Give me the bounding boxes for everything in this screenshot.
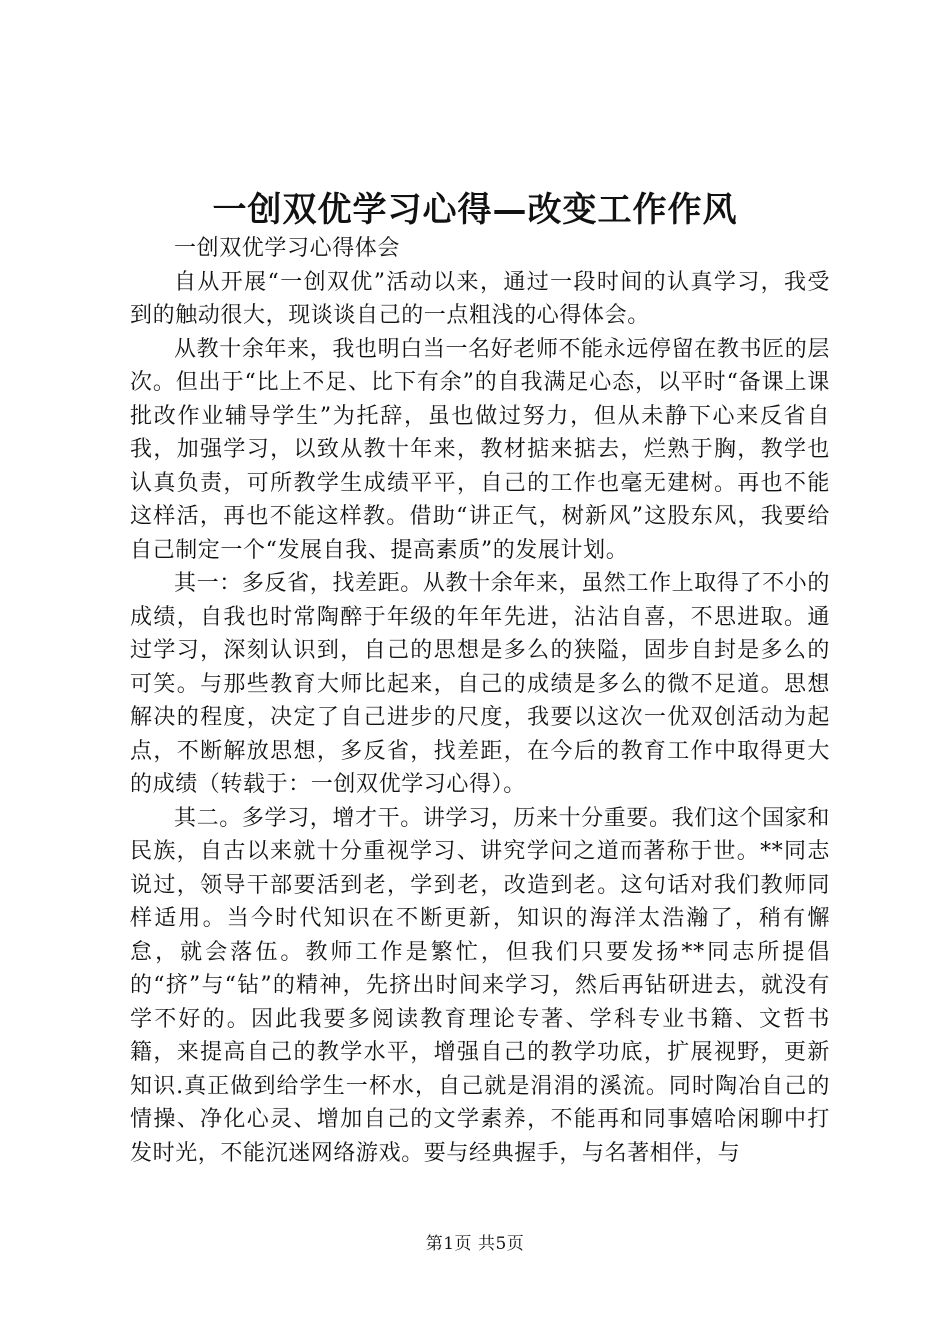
- document-subtitle: 一创双优学习心得体会: [174, 236, 401, 261]
- document-body: [130, 232, 830, 1170]
- page-number-footer: 第1页 共5页: [425, 1234, 525, 1254]
- paragraph-reflection: 从教十余年来，我也明白当一名好老师不能永远停留在教书匠的层次。但出于“比上不足、比下有余”的自我满足心态，以平时“备课上课批改作业辅导学生”为托辞，虽也做过努力，但从未静下心来反省自我，加强学习，以致从教十年来，教材掂来掂去，烂熟于胸，教学也认真负责，可所教学生成绩平平，自己的工作也毫无建树。再也不能这样活，再也不能这样教。借助“讲正气，树新风”这股东风，我要给自己制定一个“发展自我、提高素质”的发展计划。: [130, 336, 830, 563]
- document-title: 一创双优学习心得—改变工作作风: [212, 190, 738, 230]
- paragraph-intro: 自从开展“一创双优”活动以来，通过一段时间的认真学习，我受到的触动很大，现谈谈自己的一点粗浅的心得体会。: [130, 269, 830, 328]
- paragraph-point-one: 其一：多反省，找差距。从教十余年来，虽然工作上取得了不小的成绩，自我也时常陶醉于年级的年年先进，沾沾自喜，不思进取。通过学习，深刻认识到，自己的思想是多么的狭隘，固步自封是多么的可笑。与那些教育大师比起来，自己的成绩是多么的微不足道。思想解决的程度，决定了自己进步的尺度，我要以这次一优双创活动为起点，不断解放思想，多反省，找差距，在今后的教育工作中取得更大的成绩（转载于：一创双优学习心得）。: [130, 571, 830, 797]
- paragraph-point-two: 其二。多学习，增才干。讲学习，历来十分重要。我们这个国家和民族，自古以来就十分重视学习、讲究学问之道而著称于世。**同志说过，领导干部要活到老，学到老，改造到老。这句话对我们教师同样适用。当今时代知识在不断更新，知识的海洋太浩瀚了，稍有懈怠，就会落伍。教师工作是繁忙，但我们只要发扬**同志所提倡的“挤”与“钻”的精神，先挤出时间来学习，然后再钻研进去，就没有学不好的。因此我要多阅读教育理论专著、学科专业书籍、文哲书籍，来提高自己的教学水平，增强自己的教学功底，扩展视野，更新知识.真正做到给学生一杯水，自己就是涓涓的溪流。同时陶冶自己的情操、净化心灵、增加自己的文学素养，不能再和同事嬉哈闲聊中打发时光，不能沉迷网络游戏。要与经典握手，与名著相伴，与: [130, 805, 830, 1166]
